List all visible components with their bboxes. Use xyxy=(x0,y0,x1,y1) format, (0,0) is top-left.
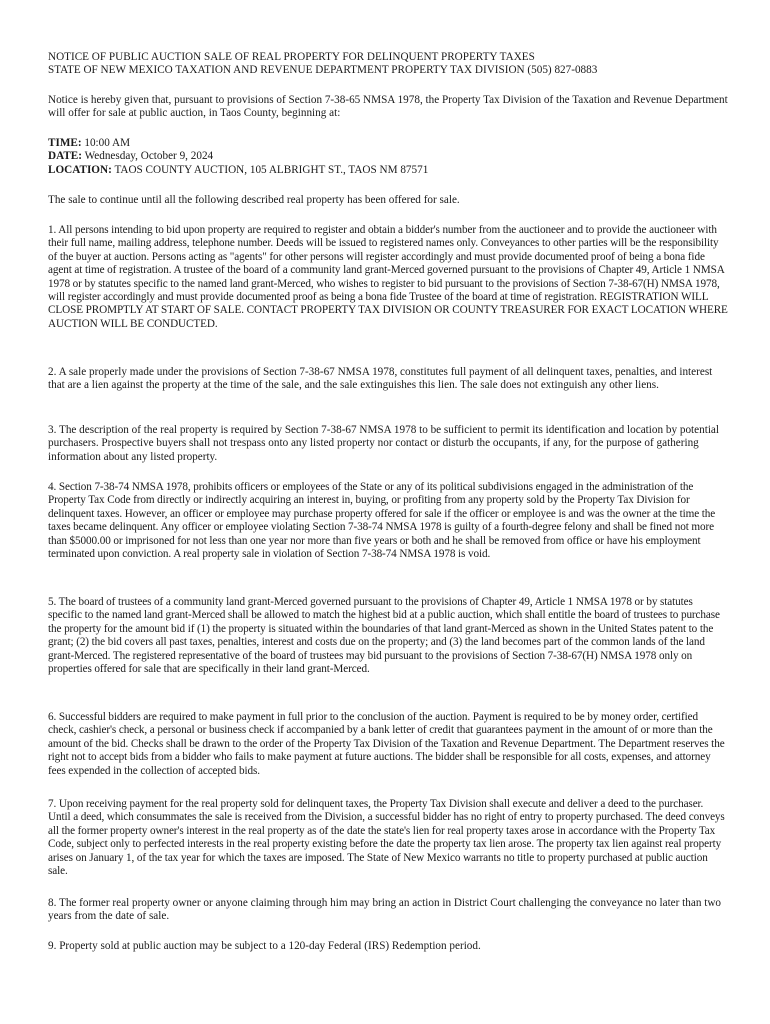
notice-item-4: 4. Section 7-38-74 NMSA 1978, prohibits officers or employees of the State or any of its political subdivisions engaged in the administration of the Property Tax Code from directly or indirectly acquiring an interest in, buying, or profiting from any property sold by the Property Tax Division for delinquent taxes. However, an officer or employee may purchase property offered for sale if the officer or employee is and was the owner at the time the taxes became delinquent. Any officer or employee violating Section 7-38-74 NMSA 1978 is guilty of a fourth-degree felony and shall be fined not more than $5000.00 or imprisoned for not less than one year nor more than five years or both and he shall be removed from office or have his employment terminated upon conviction. A real property sale in violation of Section 7-38-74 NMSA 1978 is void. xyxy=(48,481,716,561)
notice-item-6: 6. Successful bidders are required to make payment in full prior to the conclusion of the auction. Payment is required to be by money order, certified check, cashier's check, a personal or business check if accompanied by a bank letter of credit that guarantees payment in the amount of or more than the amount of the bid. Checks shall be drawn to the order of the Property Tax Division of the Taxation and Revenue Department. The Department reserves the right not to accept bids from a bidder who fails to make payment at future auctions. The bidder shall be responsible for all costs, expenses, and attorney fees expended in the collection of accepted bids. xyxy=(48,711,725,777)
notice-item-9: 9. Property sold at public auction may be subject to a 120-day Federal (IRS) Redemption period. xyxy=(48,940,481,952)
notice-item-7: 7. Upon receiving payment for the real property sold for delinquent taxes, the Property Tax Division shall execute and deliver a deed to the purchaser. Until a deed, which consummates the sale is received from the Division, a successful bidder has no right of entry to property purchased. The deed conveys all the former property owner's interest in the real property as of the date the state's lien for real property taxes arose in accordance with the Property Tax Code, subject only to perfected interests in the real property existing before the date the property tax lien arose. The property tax lien against real property arises on January 1, of the tax year for which the taxes are imposed. The State of New Mexico warrants no title to property purchased at public auction sale. xyxy=(48,798,725,878)
continue-note: The sale to continue until all the following described real property has been offered for sale. xyxy=(48,194,460,206)
notice-item-2: 2. A sale properly made under the provisions of Section 7-38-67 NMSA 1978, constitutes full payment of all delinquent taxes, penalties, and interest that are a lien against the property at the time of the sale, and the sale extinguishes this lien. The sale does not extinguish any other liens. xyxy=(48,366,713,392)
notice-item-3: 3. The description of the real property is required by Section 7-38-67 NMSA 1978 to be sufficient to permit its identification and location by potential purchasers. Prospective buyers shall not trespass onto any listed property nor contact or disturb the occupants, if any, for the purpose of gathering information about any listed property. xyxy=(48,424,720,463)
notice-item-8: 8. The former real property owner or anyone claiming through him may bring an action in District Court challenging the conveyance no later than two years from the date of sale. xyxy=(48,897,722,923)
location-label: LOCATION: xyxy=(48,163,112,176)
location-value: TAOS COUNTY AUCTION, 105 ALBRIGHT ST., TAOS NM 87571 xyxy=(114,163,429,176)
time-value: 10:00 AM xyxy=(84,137,131,149)
intro-paragraph: Notice is hereby given that, pursuant to provisions of Section 7-38-65 NMSA 1978, the Property Tax Division of the Taxation and Revenue Department will offer for sale at public auction, in Taos County, beginning at: xyxy=(48,94,728,120)
time-label: TIME: xyxy=(48,137,82,149)
notice-item-1: 1. All persons intending to bid upon property are required to register and obtain a bidder's number from the auctioneer and to provide the auctioneer with their full name, mailing address, telephone number. Deeds will be issued to registered names only. Conveyances to other parties will be the responsibility of the buyer at auction. Persons acting as "agents" for other persons will register accordingly and must provide documented proof of being a bona fide agent at time of registration. A trustee of the board of a community land grant-Merced governed pursuant to the provisions of Chapter 49, Article 1 NMSA 1978 or by statutes specific to the named land grant-Merced, who wishes to register to bid pursuant to the provisions of Section 7-38-67(H) NMSA 1978, will register accordingly and must provide documented proof as being a bona fide Trustee of the board at time of registration. REGISTRATION WILL CLOSE PROMPTLY AT START OF SALE. CONTACT PROPERTY TAX DIVISION OR COUNTY TREASURER FOR EXACT LOCATION WHERE AUCTION WILL BE CONDUCTED. xyxy=(48,224,728,330)
date-value: Wednesday, October 9, 2024 xyxy=(84,150,214,163)
title-line-2: STATE OF NEW MEXICO TAXATION AND REVENUE DEPARTMENT PROPERTY TAX DIVISION (505) 827-0883 xyxy=(48,64,598,77)
title-line-1: NOTICE OF PUBLIC AUCTION SALE OF REAL PROPERTY FOR DELINQUENT PROPERTY TAXES xyxy=(48,51,535,63)
date-label: DATE: xyxy=(48,150,82,163)
auction-details xyxy=(48,137,728,177)
notice-title xyxy=(48,51,728,78)
notice-item-5: 5. The board of trustees of a community land grant-Merced governed pursuant to the provisions of Chapter 49, Article 1 NMSA 1978 or by statutes specific to the named land grant-Merced shall be allowed to match the highest bid at a public auction, which shall entitle the board of trustees to purchase the property for the amount bid if (1) the property is situated within the boundaries of that land grant-Merced as shown in the United States patent to the grant; (2) the bid covers all past taxes, penalties, interest and costs due on the property; and (3) the land becomes part of the common lands of the land grant-Merced. The registered representative of the board of trustees may bid pursuant to the provisions of Section 7-38-67(H) NMSA 1978 only on properties offered for sale that are specifically in their land grant-Merced. xyxy=(48,596,720,676)
